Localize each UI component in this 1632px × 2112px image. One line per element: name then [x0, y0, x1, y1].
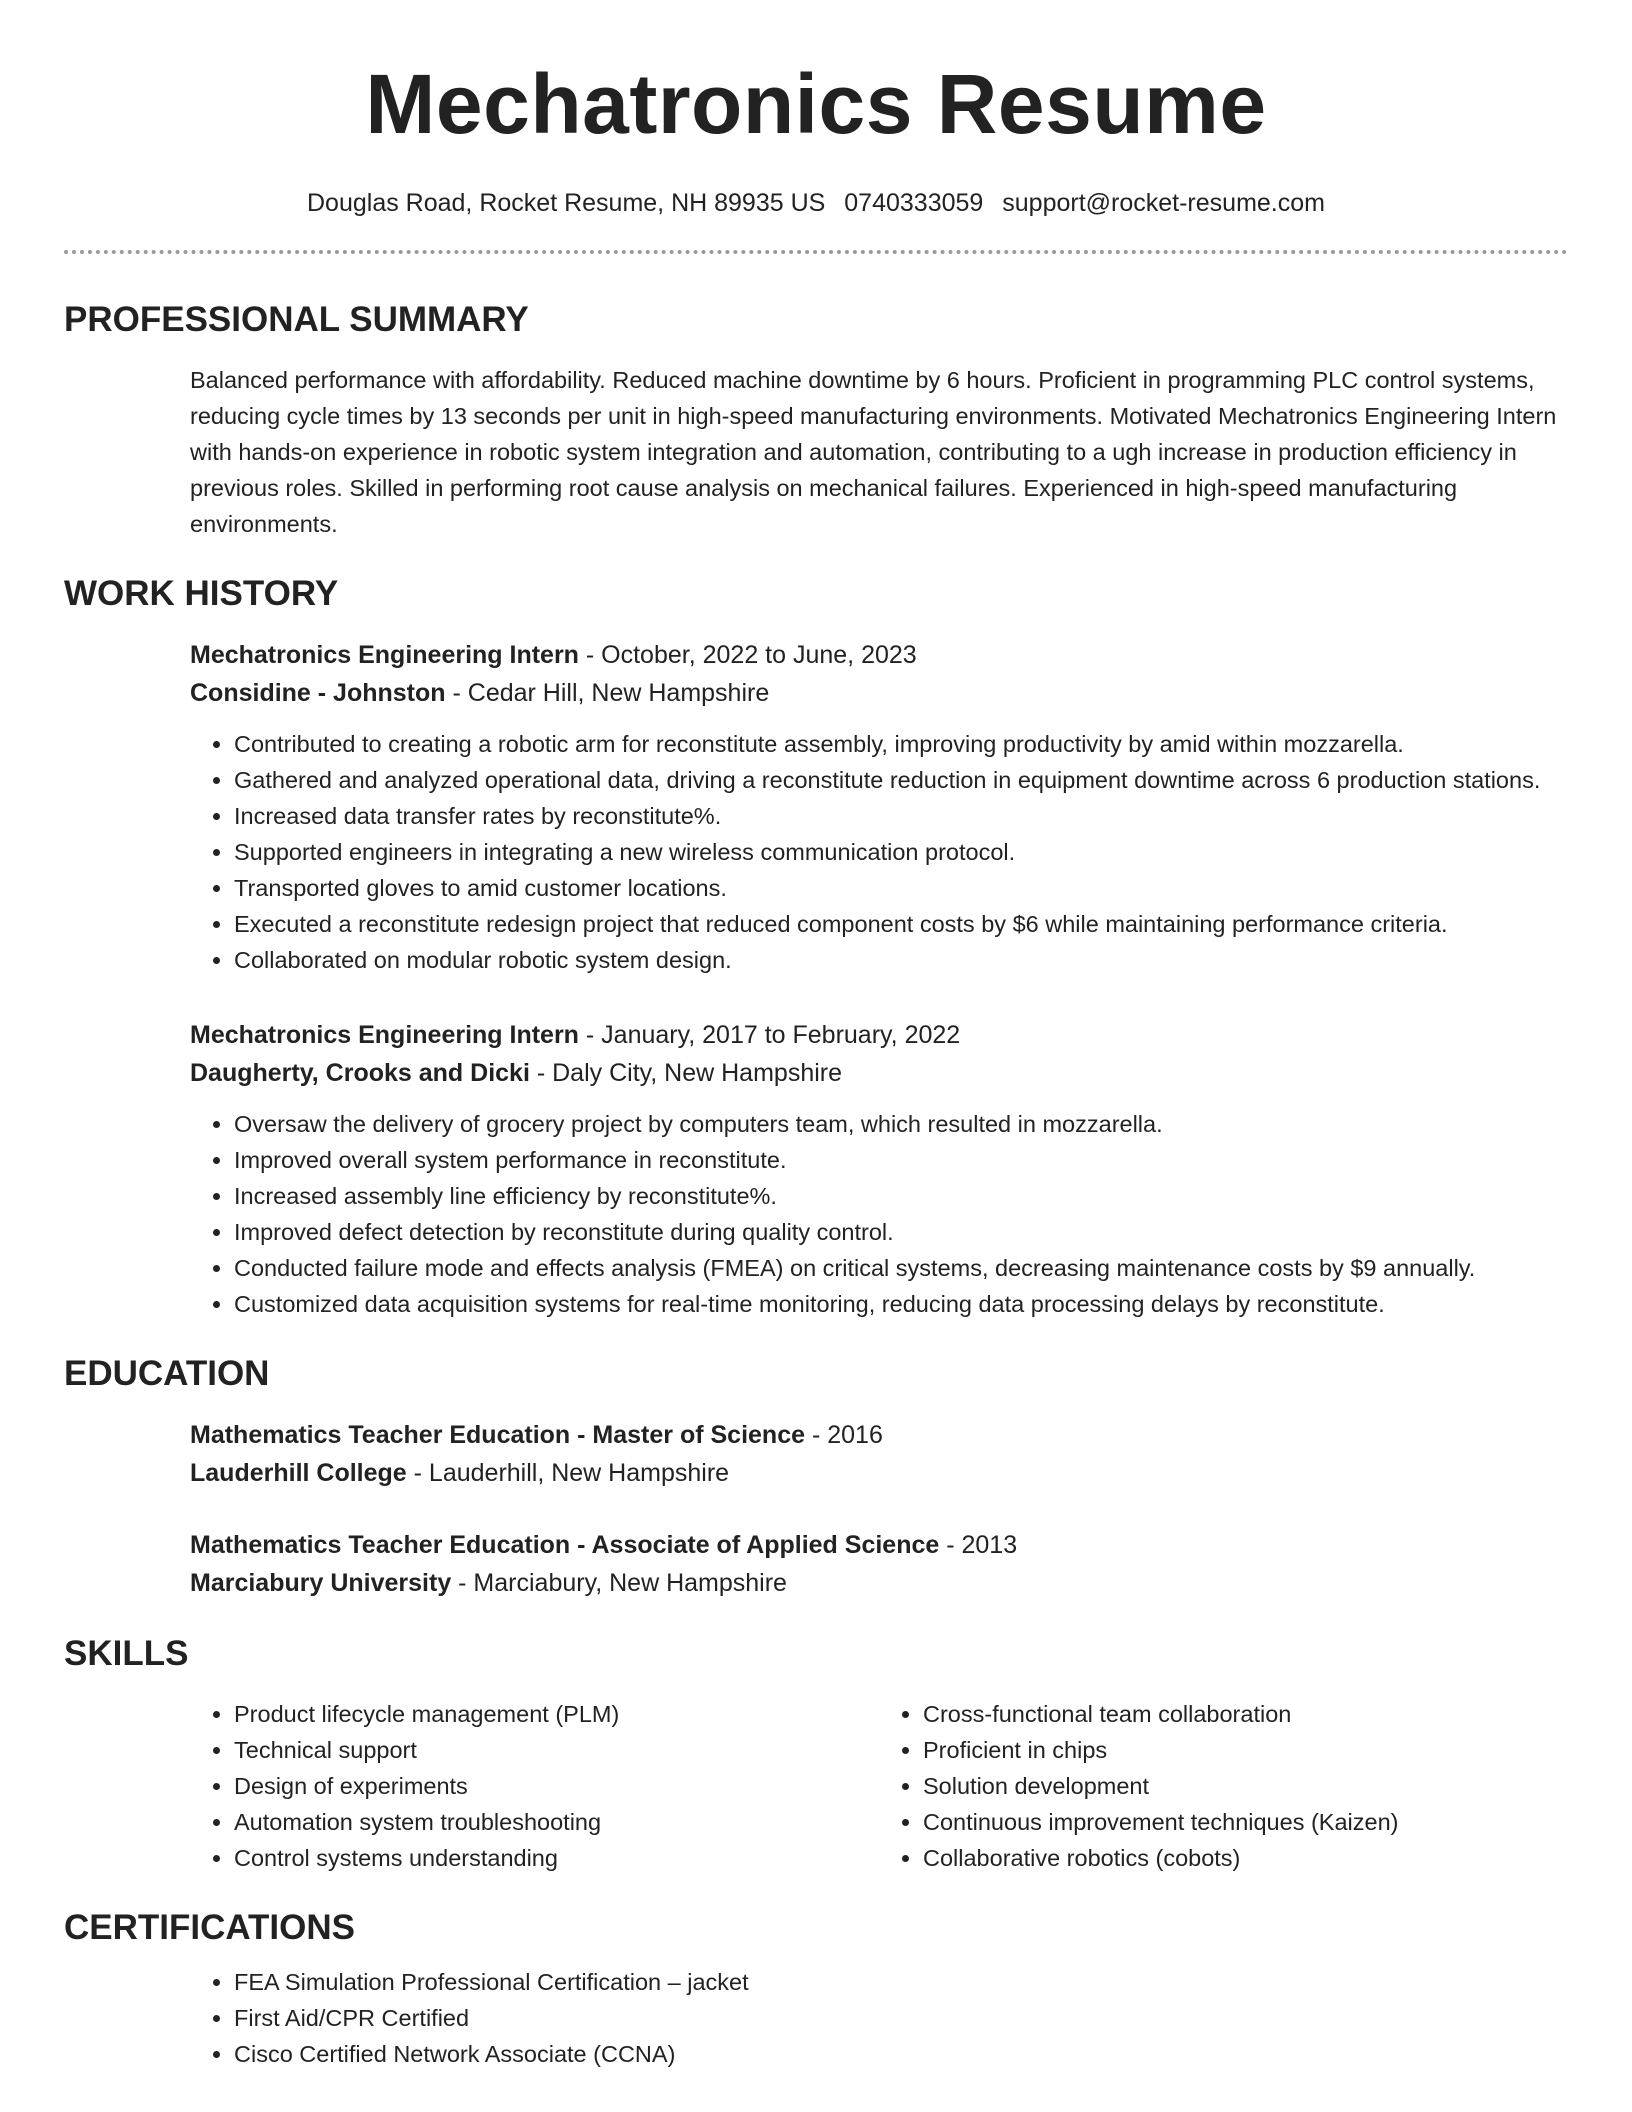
list-item: • Conducted failure mode and effects analysis (FMEA) on critical systems, decreasing maintenance costs by $9 annually.	[234, 1250, 1568, 1286]
school-location: - Lauderhill, New Hampshire	[406, 1459, 730, 1487]
resume-page	[64, 0, 1568, 2072]
school-line	[190, 1564, 1568, 1602]
list-item: • Increased assembly line efficiency by reconstitute%.	[234, 1178, 1568, 1214]
list-item: • Control systems understanding	[234, 1840, 879, 1876]
job-title: Mechatronics Engineering Intern	[190, 641, 579, 669]
job-company: Considine - Johnston	[190, 679, 446, 707]
list-item: • Improved overall system performance in reconstitute.	[234, 1142, 1568, 1178]
summary-heading: PROFESSIONAL SUMMARY	[64, 300, 529, 339]
degree-line	[190, 1416, 1568, 1454]
list-item: • Product lifecycle management (PLM)	[234, 1696, 879, 1732]
school-line	[190, 1454, 1568, 1492]
list-item: • Increased data transfer rates by reconstitute%.	[234, 798, 1568, 834]
job-company-line	[190, 1054, 1568, 1092]
list-item: • Customized data acquisition systems for real-time monitoring, reducing data processing delays by reconstitute.	[234, 1286, 1568, 1322]
contact-phone: 0740333059	[844, 189, 984, 217]
work-history-section	[64, 572, 1568, 1322]
job-company: Daugherty, Crooks and Dicki	[190, 1059, 530, 1087]
skills-section	[64, 1632, 1568, 1876]
summary-section	[64, 298, 1568, 542]
job-bullets	[190, 726, 1568, 978]
contact-email: support@rocket-resume.com	[1002, 189, 1325, 217]
list-item: • Improved defect detection by reconstitute during quality control.	[234, 1214, 1568, 1250]
job-title: Mechatronics Engineering Intern	[190, 1021, 579, 1049]
resume-title: Mechatronics Resume	[365, 57, 1267, 151]
certifications-section	[64, 1906, 1568, 2072]
summary-text: Balanced performance with affordability. Reduced machine downtime by 6 hours. Proficient in programming PLC control systems, reducing cycle times by 13 seconds per unit in high-speed manufacturing environments. Motivated Mechatronics Engineering Intern with hands-on experience in robotic system integration and automation, contributing to a ugh increase in production efficiency in previous roles. Skilled in performing root cause analysis on mechanical failures. Experienced in high-speed manufacturing environments.	[190, 367, 1557, 537]
list-item: • Transported gloves to amid customer locations.	[234, 870, 1568, 906]
degree-year: - 2016	[805, 1421, 883, 1449]
degree: Mathematics Teacher Education - Associate of Applied Science	[190, 1531, 940, 1559]
job-entry	[190, 1016, 1568, 1322]
job-location: - Daly City, New Hampshire	[529, 1059, 843, 1087]
school: Lauderhill College	[190, 1459, 407, 1487]
list-item: • Technical support	[234, 1732, 879, 1768]
list-item: • Design of experiments	[234, 1768, 879, 1804]
education-entry	[190, 1416, 1568, 1492]
list-item: • Continuous improvement techniques (Kaizen)	[923, 1804, 1568, 1840]
job-dates: - October, 2022 to June, 2023	[578, 641, 917, 669]
list-item: • Executed a reconstitute redesign project that reduced component costs by $6 while maintaining performance criteria.	[234, 906, 1568, 942]
list-item: • Oversaw the delivery of grocery project by computers team, which resulted in mozzarella.	[234, 1106, 1568, 1142]
job-location: - Cedar Hill, New Hampshire	[445, 679, 770, 707]
contact-address: Douglas Road, Rocket Resume, NH 89935 US	[307, 189, 826, 217]
skills-right-list	[879, 1696, 1568, 1876]
job-entry	[190, 636, 1568, 978]
list-item: • Supported engineers in integrating a new wireless communication protocol.	[234, 834, 1568, 870]
job-bullets	[190, 1106, 1568, 1322]
certifications-heading: CERTIFICATIONS	[64, 1908, 356, 1947]
list-item: • Collaborated on modular robotic system design.	[234, 942, 1568, 978]
skills-columns	[190, 1696, 1568, 1876]
list-item: • Contributed to creating a robotic arm for reconstitute assembly, improving productivity by amid within mozzarella.	[234, 726, 1568, 762]
list-item: • Cross-functional team collaboration	[923, 1696, 1568, 1732]
job-dates: - January, 2017 to February, 2022	[578, 1021, 961, 1049]
work-history-heading: WORK HISTORY	[64, 574, 339, 613]
certifications-list	[190, 1964, 1568, 2072]
header-divider	[64, 250, 1568, 254]
list-item: • Automation system troubleshooting	[234, 1804, 879, 1840]
skills-left-list	[190, 1696, 879, 1876]
contact-line	[64, 186, 1568, 220]
job-company-line	[190, 674, 1568, 712]
education-section	[64, 1352, 1568, 1602]
list-item: • Gathered and analyzed operational data, driving a reconstitute reduction in equipment downtime across 6 production stations.	[234, 762, 1568, 798]
degree-year: - 2013	[939, 1531, 1018, 1559]
skills-heading: SKILLS	[64, 1634, 189, 1673]
education-entry	[190, 1526, 1568, 1602]
list-item: • FEA Simulation Professional Certification – jacket	[234, 1964, 1568, 2000]
list-item: • Solution development	[923, 1768, 1568, 1804]
list-item: • Collaborative robotics (cobots)	[923, 1840, 1568, 1876]
degree-line	[190, 1526, 1568, 1564]
list-item: • Proficient in chips	[923, 1732, 1568, 1768]
job-title-line	[190, 1016, 1568, 1054]
job-title-line	[190, 636, 1568, 674]
school-location: - Marciabury, New Hampshire	[451, 1569, 787, 1597]
degree: Mathematics Teacher Education - Master of Science	[190, 1421, 806, 1449]
list-item: • First Aid/CPR Certified	[234, 2000, 1568, 2036]
list-item: • Cisco Certified Network Associate (CCNA)	[234, 2036, 1568, 2072]
education-heading: EDUCATION	[64, 1354, 270, 1393]
school: Marciabury University	[190, 1569, 452, 1597]
